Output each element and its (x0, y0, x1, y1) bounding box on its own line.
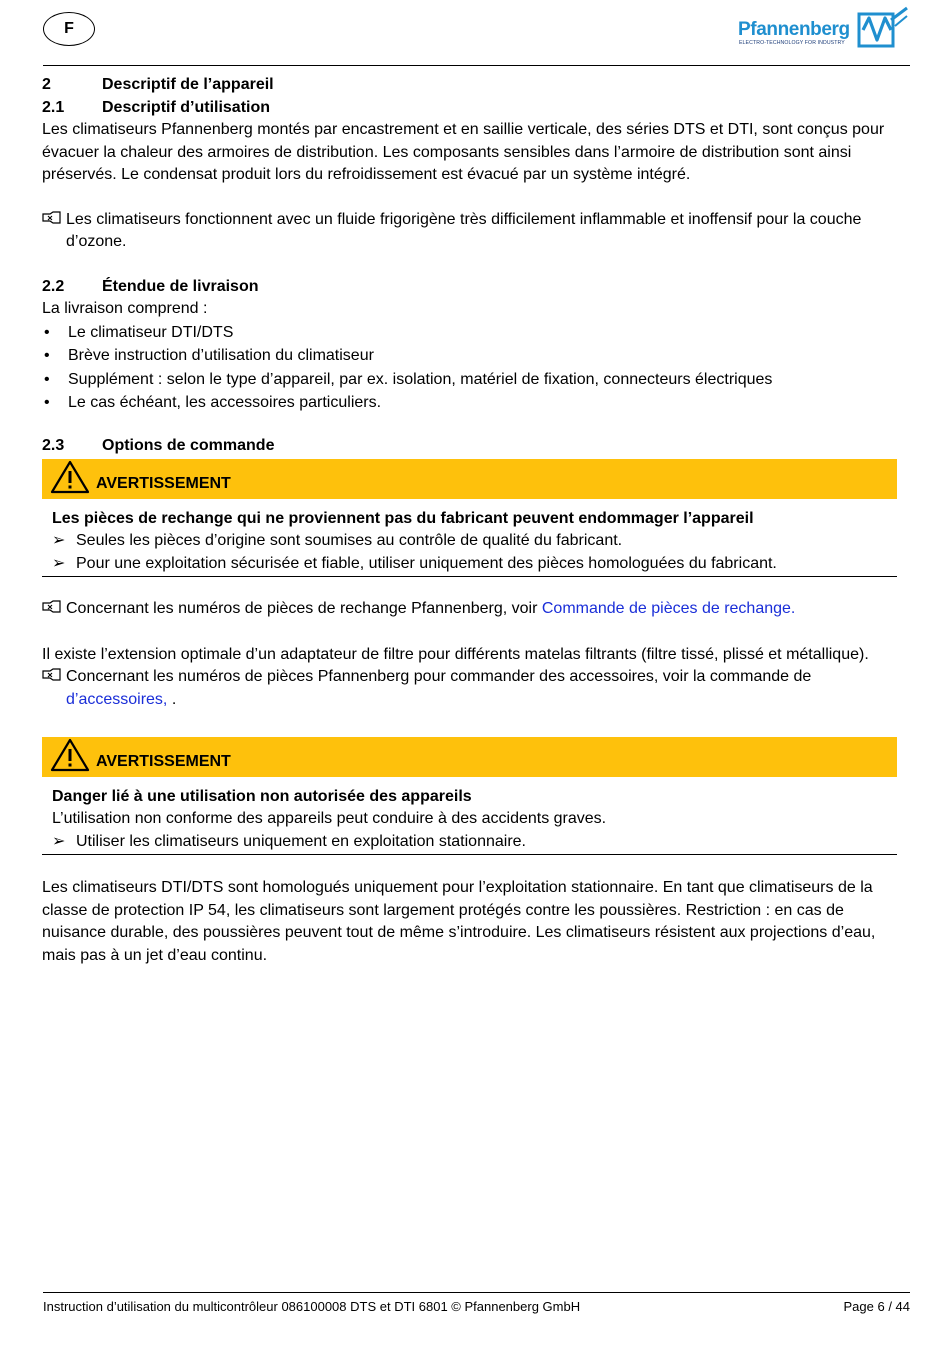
warning-text: L’utilisation non conforme des appareils peut conduire à des accidents graves. (52, 810, 607, 827)
arrow-icon: ➢ (52, 532, 66, 549)
section-number: 2 (42, 76, 51, 93)
delivery-list (42, 321, 910, 415)
list-item: • Le climatiseur DTI/DTS (42, 321, 910, 345)
list-item: • Le cas échéant, les accessoires particuliers. (42, 391, 910, 415)
section-title: Descriptif de l’appareil (102, 76, 274, 93)
bullet-icon: • (44, 323, 50, 341)
warning-title: Les pièces de rechange qui ne proviennent pas du fabricant peuvent endommager l’appareil (52, 510, 754, 527)
note-hand-icon (42, 598, 66, 622)
section-number: 2.3 (42, 436, 65, 454)
header-divider (43, 65, 910, 66)
note-hand-icon (42, 209, 66, 254)
delivery-intro: La livraison comprend : (42, 300, 208, 317)
section-number: 2.1 (42, 98, 65, 116)
logo-wave-icon (857, 6, 909, 48)
section-heading-2-1 (42, 97, 910, 120)
bullet-icon: • (44, 394, 50, 411)
list-item: • Brève instruction d’utilisation du climatiseur (42, 344, 910, 368)
note-text: Les climatiseurs fonctionnent avec un fluide frigorigène très difficilement inflammable et inoffensif pour la couche d’ozone. (66, 210, 862, 250)
list-item: • Supplément : selon le type d’appareil, par ex. isolation, matériel de fixation, connecteurs électriques (42, 368, 910, 392)
paragraph-stationary: Les climatiseurs DTI/DTS sont homologués uniquement pour l’exploitation stationnaire. En tant que climatiseurs de la classe de protection IP 54, les climatiseurs sont largement protégés contre les poussières. Restriction : en cas de nuisance durable, des poussières peuvent tout de même s’introduire. Les climatiseurs résistent aux projections d’eau, mais pas à un jet d’eau continu. (42, 879, 876, 964)
warning-body (42, 785, 897, 853)
section-title: Descriptif d’utilisation (102, 98, 271, 116)
section-number: 2.2 (42, 277, 65, 295)
accessories-link[interactable]: d’accessoires, (66, 690, 172, 708)
section-heading-2-3 (42, 435, 910, 458)
page-number: Page 6 / 44 (843, 1299, 910, 1314)
warning-item: ➢ Seules les pièces d’origine sont soumises au contrôle de qualité du fabricant. (52, 530, 897, 553)
section-heading-2 (42, 74, 910, 97)
arrow-icon: ➢ (52, 832, 66, 850)
warning-item: ➢ Utiliser les climatiseurs uniquement en exploitation stationnaire. (52, 831, 897, 854)
section-title: Étendue de livraison (102, 277, 259, 295)
note-text: Concernant les numéros de pièces de rechange Pfannenberg, voir Commande de pièces de rechange. (66, 600, 796, 617)
language-badge (43, 12, 95, 46)
note-text: Concernant les numéros de pièces Pfannenberg pour commander des accessoires, voir la commande de d’accessoires, . (66, 668, 812, 708)
note-refrigerant (42, 209, 910, 254)
warning-body (42, 507, 897, 575)
warning-triangle-icon (50, 738, 90, 772)
warning-triangle-icon (50, 460, 90, 494)
warning-label: AVERTISSEMENT (96, 475, 231, 492)
language-badge-label: F (64, 20, 74, 37)
warning-item: ➢ Pour une exploitation sécurisée et fiable, utiliser uniquement des pièces homologuées du fabricant. (52, 553, 897, 576)
page-content (42, 74, 910, 967)
footer-document-info: Instruction d’utilisation du multicontrôleur 086100008 DTS et DTI 6801 © Pfannenberg GmbH (43, 1299, 581, 1314)
bullet-icon: • (44, 370, 50, 388)
bullet-icon: • (44, 347, 50, 364)
footer-divider (43, 1292, 910, 1293)
warning-title: Danger lié à une utilisation non autorisée des appareils (52, 788, 472, 805)
note-accessories (42, 666, 910, 711)
arrow-icon: ➢ (52, 554, 66, 572)
paragraph-filter: Il existe l’extension optimale d’un adaptateur de filtre pour différents matelas filtrants (filtre tissé, plissé et métallique). (42, 645, 869, 663)
pfannenberg-logo (738, 6, 910, 50)
logo-tagline: ELECTRO-TECHNOLOGY FOR INDUSTRY (739, 40, 845, 46)
paragraph-usage: Les climatiseurs Pfannenberg montés par encastrement et en saillie verticale, des séries DTS et DTI, sont conçus pour évacuer la chaleur des armoires de distribution. Les composants sensibles dans l’armoire de distribution sont ainsi préservés. Le condensat produit lors du refroidissement est évacué par un système intégré. (42, 121, 885, 183)
logo-wordmark: Pfannenberg (738, 19, 850, 40)
warning-banner (42, 459, 897, 499)
section-title: Options de commande (102, 436, 275, 454)
warning-label: AVERTISSEMENT (96, 753, 231, 770)
spare-parts-link[interactable]: Commande de pièces de rechange. (541, 600, 796, 617)
warning-banner (42, 737, 897, 777)
note-spare-parts (42, 598, 910, 622)
note-hand-icon (42, 666, 66, 711)
section-heading-2-2 (42, 276, 910, 299)
